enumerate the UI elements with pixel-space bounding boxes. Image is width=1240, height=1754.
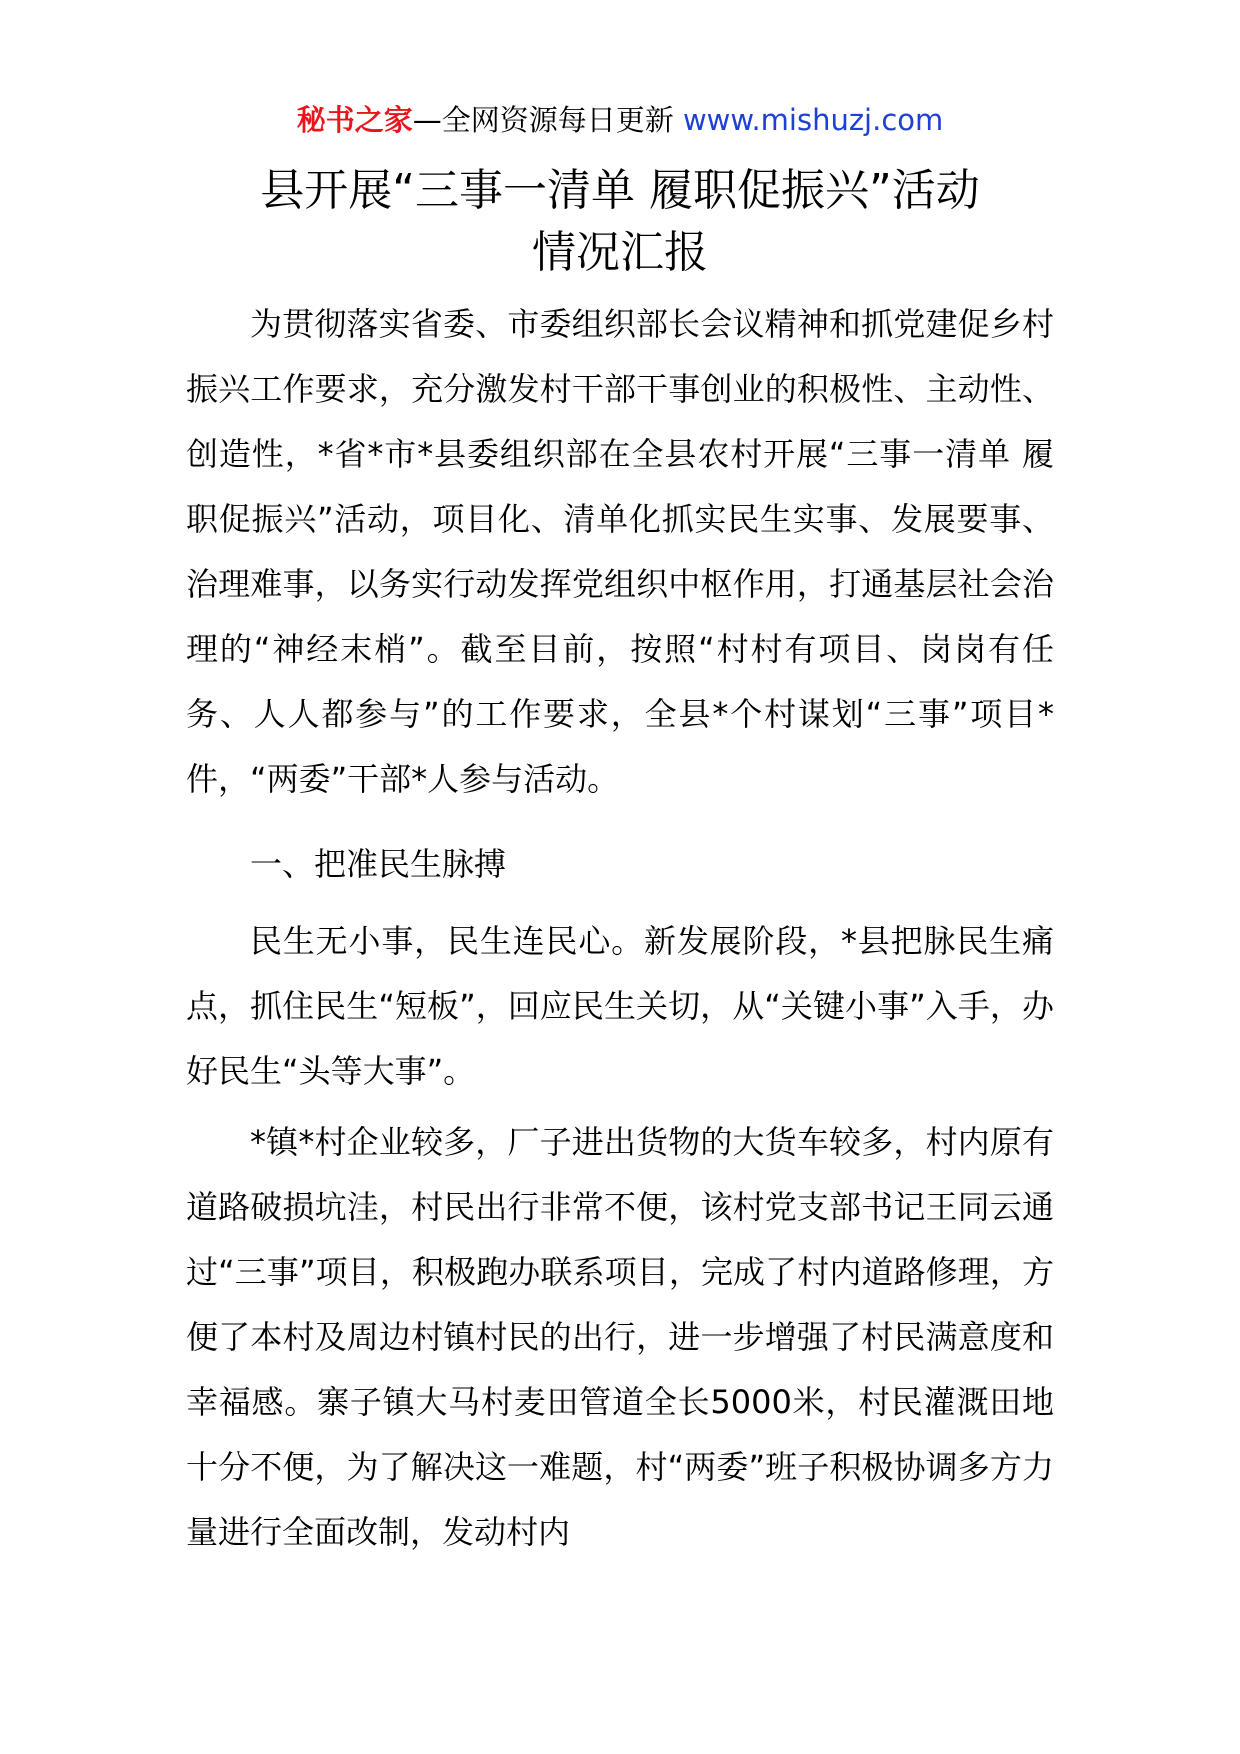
section-1-paragraph-2: *镇*村企业较多，厂子进出货物的大货车较多，村内原有道路破损坑洼，村民出行非常不便，该村党支部书记王同云通过“三事”项目，积极跑办联系项目，完成了村内道路修理，方便了本村及周边村镇村民的出行，进一步增强了村民满意度和幸福感。寨子镇大马村麦田管道全长5000米，村民灌溉田地十分不便，为了解决这一难题，村“两委”班子积极协调多方力量进行全面改制，发动村内 xyxy=(186,1123,1054,1551)
section-heading-1: 一、把准民生脉搏 xyxy=(250,845,507,883)
title-line-2: 情况汇报 xyxy=(532,227,708,278)
intro-paragraph: 为贯彻落实省委、市委组织部长会议精神和抓党建促乡村振兴工作要求，充分激发村干部干事创业的积极性、主动性、创造性，*省*市*县委组织部在全县农村开展“三事一清单 履职促振兴”活动，项目化、清单化抓实民生实事、发展要事、治理难事，以务实行动发挥党组织中枢作用，打通基层社会治理的“神经末梢”。截至目前，按照“村村有项目、岗岗有任务、人人都参与”的工作要求，全县*个村谋划“三事”项目*件，“两委”干部*人参与活动。 xyxy=(186,305,1054,798)
site-url-link[interactable]: www.mishuzj.com xyxy=(682,103,944,137)
brand-name: 秘书之家 xyxy=(296,103,413,137)
brand-slogan: —全网资源每日更新 xyxy=(412,103,674,137)
watermark-header xyxy=(0,100,1240,140)
title-line-1: 县开展“三事一清单 履职促振兴”活动 xyxy=(260,165,980,216)
document-body xyxy=(186,292,1054,1565)
section-1-paragraph-1: 民生无小事，民生连民心。新发展阶段，*县把脉民生痛点，抓住民生“短板”，回应民生关切，从“关键小事”入手，办好民生“头等大事”。 xyxy=(186,922,1054,1090)
document-title xyxy=(0,160,1240,284)
